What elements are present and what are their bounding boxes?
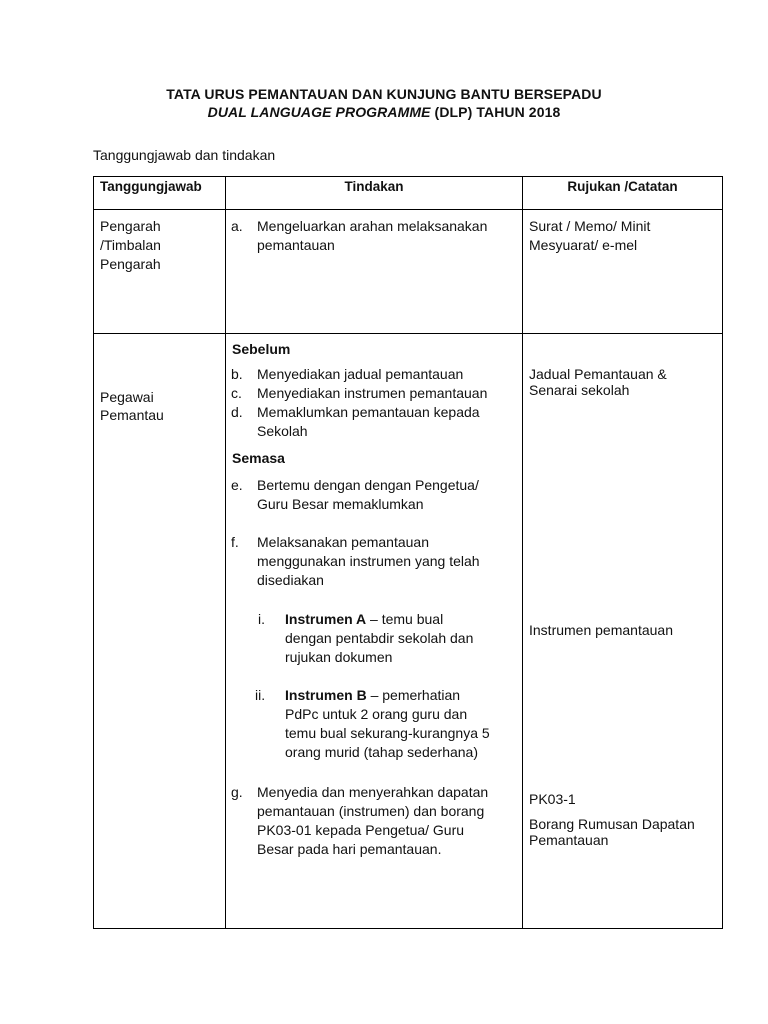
item-f-line1: Melaksanakan pemantauan (257, 534, 430, 550)
row1-resp-line1: Pengarah (100, 218, 161, 234)
header-tindakan: Tindakan (344, 179, 404, 194)
item-g-line1: Menyedia dan menyerahkan dapatan (257, 784, 489, 800)
header-divider (93, 209, 723, 210)
heading-sebelum: Sebelum (232, 341, 291, 357)
table-border-left (93, 176, 94, 929)
intro-text: Tanggungjawab dan tindakan (93, 147, 276, 163)
item-a-line2: pemantauan (257, 237, 335, 253)
item-f-line3: disediakan (257, 572, 324, 588)
item-ii-line1 (285, 686, 460, 705)
row1-ref-line2: Mesyuarat/ e-mel (529, 237, 638, 253)
item-e-marker: e. (231, 477, 243, 493)
subtitle-italic-part: DUAL LANGUAGE PROGRAMME (207, 104, 431, 120)
item-d-line1: Memaklumkan pemantauan kepada (257, 404, 480, 420)
item-b-text: Menyediakan jadual pemantauan (257, 366, 464, 382)
document-subtitle (0, 104, 768, 120)
item-ii-line3: temu bual sekurang-kurangnya 5 (285, 725, 490, 741)
item-d-marker: d. (231, 404, 243, 420)
instrumen-b-desc: – pemerhatian (366, 687, 461, 703)
instrumen-a-desc: – temu bual (366, 611, 444, 627)
item-i-line1 (285, 610, 443, 629)
instrumen-b-label: Instrumen B (285, 687, 367, 703)
item-g-line2: pemantauan (instrumen) dan borang (257, 803, 485, 819)
table-border-right (722, 176, 723, 929)
item-i-marker: i. (258, 611, 265, 627)
item-ii-line4: orang murid (tahap sederhana) (285, 744, 479, 760)
item-c-text: Menyediakan instrumen pemantauan (257, 385, 488, 401)
col-divider-2 (522, 176, 523, 929)
item-a-marker: a. (231, 218, 243, 234)
row1-resp-line2: /Timbalan (100, 237, 161, 253)
table-border-bottom (93, 928, 723, 929)
header-tanggungjawab: Tanggungjawab (100, 179, 202, 194)
document-title: TATA URUS PEMANTAUAN DAN KUNJUNG BANTU BERSEPADU (166, 86, 602, 102)
item-g-line4: Besar pada hari pemantauan. (257, 841, 442, 857)
item-b-marker: b. (231, 366, 243, 382)
item-e-line1: Bertemu dengan dengan Pengetua/ (257, 477, 479, 493)
row-divider (93, 333, 723, 334)
row2-resp-line2: Pemantau (100, 407, 164, 423)
row1-ref-line1: Surat / Memo/ Minit (529, 218, 651, 234)
ref-pk03: PK03-1 (529, 791, 576, 807)
item-f-marker: f. (231, 534, 239, 550)
instrumen-a-label: Instrumen A (285, 611, 367, 627)
item-ii-line2: PdPc untuk 2 orang guru dan (285, 706, 468, 722)
heading-semasa: Semasa (232, 450, 285, 466)
ref-instrumen: Instrumen pemantauan (529, 622, 673, 638)
item-d-line2: Sekolah (257, 423, 308, 439)
item-g-marker: g. (231, 784, 243, 800)
col-divider-1 (225, 176, 226, 929)
ref-borang-line2: Pemantauan (529, 832, 609, 848)
row2-resp-line1: Pegawai (100, 389, 154, 405)
item-i-line3: rujukan dokumen (285, 649, 393, 665)
item-g-line3: PK03-01 kepada Pengetua/ Guru (257, 822, 465, 838)
header-rujukan: Rujukan /Catatan (567, 179, 678, 194)
item-i-line2: dengan pentabdir sekolah dan (285, 630, 474, 646)
subtitle-rest: (DLP) TAHUN 2018 (430, 104, 561, 120)
ref-jadual-line1: Jadual Pemantauan & (529, 366, 667, 382)
item-a-line1: Mengeluarkan arahan melaksanakan (257, 218, 488, 234)
row1-resp-line3: Pengarah (100, 256, 161, 272)
ref-borang-line1: Borang Rumusan Dapatan (529, 816, 695, 832)
item-ii-marker: ii. (255, 687, 266, 703)
ref-jadual-line2: Senarai sekolah (529, 382, 630, 398)
item-f-line2: menggunakan instrumen yang telah (257, 553, 480, 569)
item-e-line2: Guru Besar memaklumkan (257, 496, 424, 512)
item-c-marker: c. (231, 385, 242, 401)
